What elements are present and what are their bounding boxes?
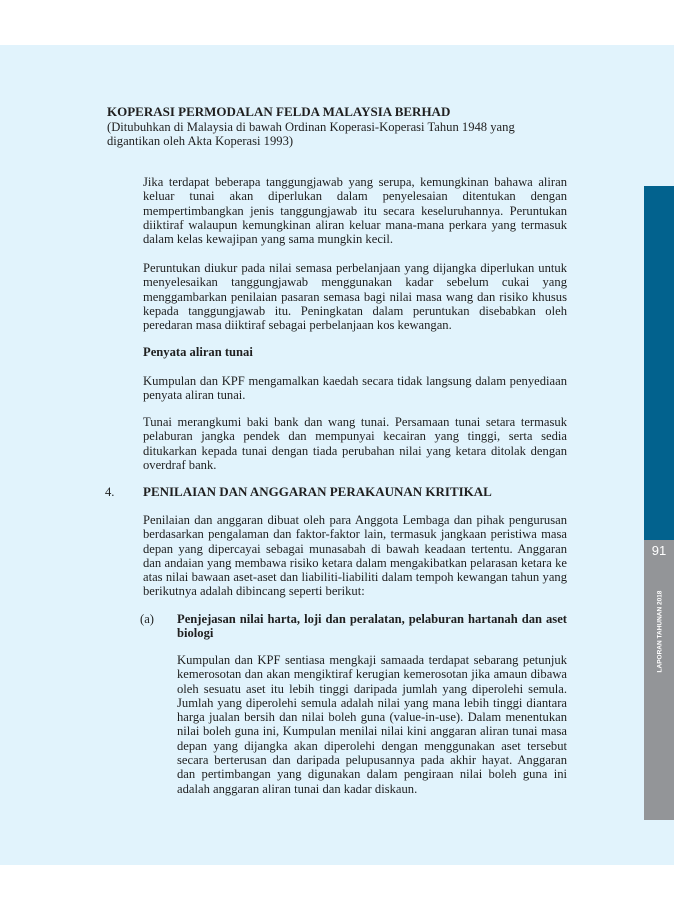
subsection-title: Penjejasan nilai harta, loji dan peralatan, pelaburan hartanah dan aset biologi — [177, 612, 567, 641]
paragraph: Tunai merangkumi baki bank dan wang tunai. Persamaan tunai setara termasuk pelaburan jangka pendek dan mempunyai kecairan yang tinggi, serta sedia ditukarkan kepada tunai dengan tiada perubahan nilai yang ketara ditolak dengan overdraf bank. — [143, 415, 567, 472]
sidebar-blue-band — [644, 186, 674, 540]
sidebar-gray-band — [644, 540, 674, 820]
paragraph: Jika terdapat beberapa tanggungjawab yang serupa, kemungkinan bahawa aliran keluar tunai akan diperlukan dalam penyelesaian ditentukan dengan mempertimbangkan jenis tanggungjawab itu secara keseluruhannya. Peruntukan diiktiraf walaupun kemungkinan aliran keluar mana-mana perkara yang termasuk dalam kelas kewajipan yang sama mungkin kecil. — [143, 175, 567, 247]
section-title: PENILAIAN DAN ANGGARAN PERAKAUNAN KRITIKAL — [143, 484, 492, 499]
section-heading: Penyata aliran tunai — [143, 345, 253, 359]
page-number: 91 — [651, 543, 667, 558]
org-subtitle: (Ditubuhkan di Malaysia di bawah Ordinan Koperasi-Koperasi Tahun 1948 yang digantikan oleh Akta Koperasi 1993) — [107, 120, 515, 149]
paragraph: Peruntukan diukur pada nilai semasa perbelanjaan yang dijangka diperlukan untuk menyelesaikan tanggungjawab menggunakan kadar sebelum cukai yang menggambarkan penilaian pasaran semasa bagi nilai masa wang dan risiko khusus kepada tanggungjawab itu. Peningkatan dalam peruntukan disebabkan oleh peredaran masa diiktiraf sebagai perbelanjaan kos kewangan. — [143, 261, 567, 333]
paragraph: Penilaian dan anggaran dibuat oleh para Anggota Lembaga dan pihak pengurusan berdasarkan pengalaman dan faktor-faktor lain, termasuk jangkaan peristiwa masa depan yang dipercayai sebagai munasabah di bawah keadaan tertentu. Anggaran dan andaian yang membawa risiko ketara dalam mengakibatkan pelarasan ketara ke atas nilai bawaan aset-aset dan liabiliti-liabiliti dalam tempoh kewangan tahun yang berikutnya adalah dibincang seperti berikut: — [143, 513, 567, 599]
paragraph: Kumpulan dan KPF mengamalkan kaedah secara tidak langsung dalam penyediaan penyata aliran tunai. — [143, 374, 567, 403]
subsection-number: (a) — [140, 612, 154, 626]
section-number: 4. — [105, 485, 115, 499]
paragraph: Kumpulan dan KPF sentiasa mengkaji samaada terdapat sebarang petunjuk kemerosotan dan akan mengiktiraf kerugian kemerosotan jika amaun dibawa oleh sesuatu aset itu lebih tinggi daripada jumlah yang diperolehi semula. Jumlah yang diperolehi semula adalah nilai yang mana lebih tinggi diantara harga jualan bersih dan nilai boleh guna (value-in-use). Dalam menentukan nilai boleh guna ini, Kumpulan menilai nilai kini anggaran aliran tunai masa depan yang dijangka akan diperolehi dengan menggunakan aset tersebut secara berterusan dan daripada pelupusannya pada akhir hayat. Anggaran dan pertimbangan yang digunakan dalam pengiraan nilai boleh guna ini adalah anggaran aliran tunai dan kadar diskaun. — [177, 653, 567, 796]
report-label-text: LAPORAN TAHUNAN 2018 — [656, 590, 664, 673]
org-title: KOPERASI PERMODALAN FELDA MALAYSIA BERHAD — [107, 104, 451, 119]
